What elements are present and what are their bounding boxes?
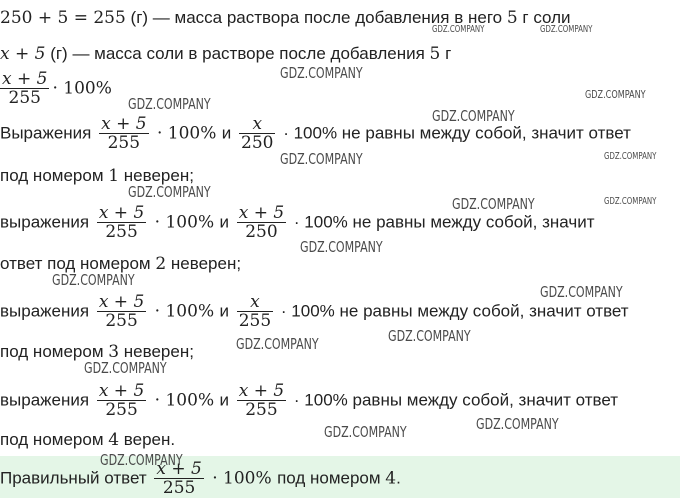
watermark: GDZ.COMPANY [52,271,135,289]
watermark: GDZ.COMPANY [476,415,559,433]
fraction: $\frac{x + 5}{255}$ [101,114,147,153]
line-verdict-4: под номером 4 верен. [0,430,176,450]
percent-factor: · 100% [52,78,112,99]
line-compare-2: выражения $\frac{x + 5}{255}$ · 100% и $\frac{x + 5}{250}$ · 100% не равны между собой, значит [0,203,595,242]
line-salt-mass [0,44,451,64]
watermark: GDZ.COMPANY [128,95,211,113]
watermark: GDZ.COMPANY [540,24,593,35]
fraction: $\frac{x}{255}$ [238,292,272,331]
line-compare-4: выражения $\frac{x + 5}{255}$ · 100% и $\frac{x + 5}{255}$ · 100% равны между собой, значит ответ [0,381,619,420]
line-fraction-formula [0,70,112,108]
fraction: $\frac{x + 5}{255}$ [98,381,145,420]
watermark: GDZ.COMPANY [604,196,657,207]
watermark: GDZ.COMPANY [432,107,515,125]
watermark: GDZ.COMPANY [540,283,623,301]
line-text: — масса раствора после добавления в него [148,8,507,27]
unit-label: (г) [45,44,68,63]
fraction: $\frac{x + 5}{255}$ [156,459,202,498]
line-text: г соли [517,8,571,27]
watermark: GDZ.COMPANY [236,335,319,353]
watermark: GDZ.COMPANY [84,359,167,377]
watermark: GDZ.COMPANY [280,64,363,82]
line-text: — масса соли в растворе после добавления [67,44,430,63]
fraction: $\frac{x + 5}{255}$ [98,292,145,331]
fraction: $\frac{x + 5}{255}$ [238,381,285,420]
line-compare-3: выражения $\frac{x + 5}{255}$ · 100% и $\frac{x}{255}$ · 100% не равны между собой, значит ответ [0,292,629,331]
line-compare-1: Выражения $\frac{x + 5}{255}$ · 100% и $\frac{x}{250}$ · 100% не равны между собой, значит ответ [0,114,631,153]
line-verdict-3: под номером 3 неверен; [0,342,194,362]
fraction: $\frac{x + 5}{255}$ [2,69,48,108]
watermark: GDZ.COMPANY [280,150,363,168]
watermark: GDZ.COMPANY [432,24,485,35]
math-expression: x + 5 [0,44,46,64]
answer-line: Правильный ответ $\frac{x + 5}{255}$ · 100% под номером 4. [0,459,401,498]
line-verdict-1: под номером 1 неверен; [0,166,194,186]
watermark: GDZ.COMPANY [324,423,407,441]
fraction: $\frac{x + 5}{255}$ [98,203,145,242]
fraction: $\frac{x + 5}{250}$ [238,203,285,242]
line-verdict-2: ответ под номером 2 неверен; [0,254,242,274]
line-text: г [440,44,452,63]
watermark: GDZ.COMPANY [100,451,183,469]
line-solution-mass [0,8,571,28]
watermark: GDZ.COMPANY [388,327,471,345]
fraction: $\frac{x}{250}$ [241,114,274,153]
watermark: GDZ.COMPANY [452,195,535,213]
watermark: GDZ.COMPANY [128,183,211,201]
watermark: GDZ.COMPANY [300,238,383,256]
math-number: 5 [429,44,441,64]
math-expression: 250 + 5 = 255 [0,8,126,28]
watermark: GDZ.COMPANY [585,88,646,101]
unit-label: (г) [125,8,149,27]
watermark: GDZ.COMPANY [604,151,657,162]
math-number: 5 [506,8,518,28]
